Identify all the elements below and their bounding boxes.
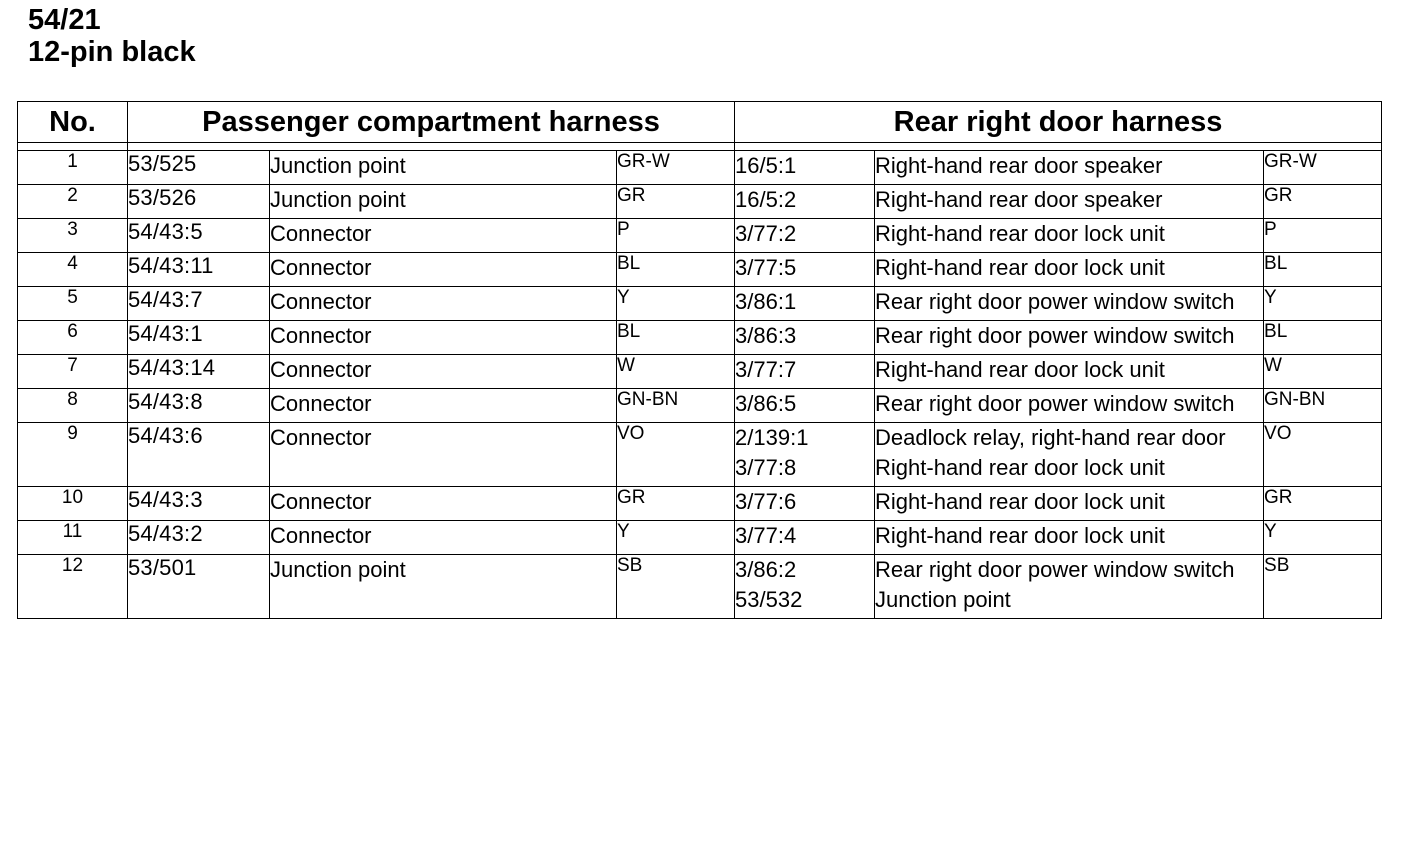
rear-wire-color: SB <box>1264 555 1382 619</box>
rear-code <box>735 389 875 423</box>
passenger-code: 54/43:2 <box>128 521 270 555</box>
rear-code <box>735 185 875 219</box>
passenger-code: 54/43:5 <box>128 219 270 253</box>
passenger-code: 53/525 <box>128 151 270 185</box>
rear-description <box>875 487 1264 521</box>
connector-title <box>28 4 196 69</box>
rear-code <box>735 253 875 287</box>
pin-number: 3 <box>18 219 128 253</box>
passenger-wire-color: Y <box>617 521 735 555</box>
rear-wire-color: Y <box>1264 287 1382 321</box>
table-row <box>18 321 1382 355</box>
rear-description <box>875 253 1264 287</box>
rear-code-line: 3/77:5 <box>735 255 797 280</box>
table-header-row <box>18 102 1382 143</box>
passenger-wire-color: P <box>617 219 735 253</box>
passenger-code: 54/43:11 <box>128 253 270 287</box>
rear-description <box>875 287 1264 321</box>
passenger-description: Connector <box>270 253 617 287</box>
rear-wire-color: P <box>1264 219 1382 253</box>
passenger-description: Connector <box>270 423 617 487</box>
rear-code-line: 53/532 <box>735 587 803 612</box>
rear-description <box>875 321 1264 355</box>
rear-code-line: 3/86:3 <box>735 323 797 348</box>
rear-description-line: Rear right door power window switch <box>875 323 1235 348</box>
rear-code <box>735 487 875 521</box>
passenger-code: 54/43:3 <box>128 487 270 521</box>
rear-code-line: 3/77:4 <box>735 523 797 548</box>
passenger-code: 53/526 <box>128 185 270 219</box>
rear-code <box>735 321 875 355</box>
rear-description-line: Right-hand rear door lock unit <box>875 455 1165 480</box>
passenger-code: 54/43:8 <box>128 389 270 423</box>
rear-description-line: Rear right door power window switch <box>875 289 1235 314</box>
rear-code-line: 3/77:8 <box>735 455 797 480</box>
header-gap <box>18 143 1382 151</box>
rear-description-line: Rear right door power window switch <box>875 557 1235 582</box>
rear-wire-color: BL <box>1264 321 1382 355</box>
rear-description-line: Rear right door power window switch <box>875 391 1235 416</box>
pin-number: 8 <box>18 389 128 423</box>
rear-code-line: 3/77:7 <box>735 357 797 382</box>
rear-description <box>875 219 1264 253</box>
rear-description <box>875 185 1264 219</box>
passenger-code: 54/43:14 <box>128 355 270 389</box>
passenger-wire-color: GR-W <box>617 151 735 185</box>
pin-number: 6 <box>18 321 128 355</box>
rear-description-line: Right-hand rear door lock unit <box>875 357 1165 382</box>
rear-wire-color: Y <box>1264 521 1382 555</box>
table-row <box>18 521 1382 555</box>
rear-description-line: Right-hand rear door lock unit <box>875 489 1165 514</box>
rear-description <box>875 521 1264 555</box>
connector-id: 54/21 <box>28 4 101 36</box>
pin-number: 4 <box>18 253 128 287</box>
passenger-wire-color: W <box>617 355 735 389</box>
rear-code <box>735 287 875 321</box>
pin-number: 11 <box>18 521 128 555</box>
rear-wire-color: GR <box>1264 185 1382 219</box>
rear-code <box>735 151 875 185</box>
passenger-code: 54/43:1 <box>128 321 270 355</box>
pin-number: 10 <box>18 487 128 521</box>
rear-code-line: 16/5:2 <box>735 187 797 212</box>
rear-description <box>875 151 1264 185</box>
passenger-description: Connector <box>270 219 617 253</box>
table-body <box>18 143 1382 619</box>
rear-description <box>875 355 1264 389</box>
rear-description-line: Deadlock relay, right-hand rear door <box>875 425 1226 450</box>
pin-number: 7 <box>18 355 128 389</box>
passenger-wire-color: BL <box>617 253 735 287</box>
passenger-wire-color: GN-BN <box>617 389 735 423</box>
rear-wire-color: GN-BN <box>1264 389 1382 423</box>
passenger-wire-color: GR <box>617 185 735 219</box>
passenger-description: Junction point <box>270 555 617 619</box>
header-rear-door-harness: Rear right door harness <box>735 102 1382 143</box>
rear-code-line: 3/86:1 <box>735 289 797 314</box>
rear-code-line: 3/86:2 <box>735 557 797 582</box>
rear-code-line: 16/5:1 <box>735 153 797 178</box>
table-row <box>18 487 1382 521</box>
rear-description-line: Right-hand rear door lock unit <box>875 523 1165 548</box>
rear-description-line: Right-hand rear door lock unit <box>875 221 1165 246</box>
table-row <box>18 389 1382 423</box>
rear-description <box>875 423 1264 487</box>
rear-description-line: Right-hand rear door speaker <box>875 153 1163 178</box>
passenger-description: Connector <box>270 521 617 555</box>
table-row <box>18 355 1382 389</box>
rear-code-line: 3/77:6 <box>735 489 797 514</box>
passenger-wire-color: GR <box>617 487 735 521</box>
header-no: No. <box>18 102 128 143</box>
table-row <box>18 253 1382 287</box>
rear-description-line: Right-hand rear door speaker <box>875 187 1163 212</box>
passenger-description: Connector <box>270 355 617 389</box>
passenger-code: 54/43:7 <box>128 287 270 321</box>
rear-wire-color: VO <box>1264 423 1382 487</box>
passenger-code: 54/43:6 <box>128 423 270 487</box>
pin-number: 12 <box>18 555 128 619</box>
rear-wire-color: W <box>1264 355 1382 389</box>
rear-wire-color: BL <box>1264 253 1382 287</box>
pinout-table <box>17 101 1382 619</box>
rear-code-line: 3/86:5 <box>735 391 797 416</box>
table-row <box>18 219 1382 253</box>
table-row <box>18 151 1382 185</box>
passenger-description: Junction point <box>270 185 617 219</box>
table-row <box>18 555 1382 619</box>
rear-code-line: 2/139:1 <box>735 425 809 450</box>
passenger-wire-color: VO <box>617 423 735 487</box>
rear-code <box>735 521 875 555</box>
rear-description-line: Junction point <box>875 587 1011 612</box>
rear-code <box>735 555 875 619</box>
rear-code <box>735 355 875 389</box>
rear-wire-color: GR-W <box>1264 151 1382 185</box>
rear-code <box>735 219 875 253</box>
table-row <box>18 287 1382 321</box>
passenger-wire-color: Y <box>617 287 735 321</box>
pin-number: 9 <box>18 423 128 487</box>
rear-wire-color: GR <box>1264 487 1382 521</box>
rear-description <box>875 389 1264 423</box>
passenger-description: Junction point <box>270 151 617 185</box>
passenger-description: Connector <box>270 321 617 355</box>
table-row <box>18 185 1382 219</box>
passenger-wire-color: BL <box>617 321 735 355</box>
header-passenger-harness: Passenger compartment harness <box>128 102 735 143</box>
passenger-wire-color: SB <box>617 555 735 619</box>
pin-number: 1 <box>18 151 128 185</box>
passenger-code: 53/501 <box>128 555 270 619</box>
rear-description <box>875 555 1264 619</box>
pin-number: 5 <box>18 287 128 321</box>
rear-code <box>735 423 875 487</box>
connector-description: 12-pin black <box>28 36 196 69</box>
table-row <box>18 423 1382 487</box>
passenger-description: Connector <box>270 287 617 321</box>
passenger-description: Connector <box>270 389 617 423</box>
rear-code-line: 3/77:2 <box>735 221 797 246</box>
pin-number: 2 <box>18 185 128 219</box>
passenger-description: Connector <box>270 487 617 521</box>
rear-description-line: Right-hand rear door lock unit <box>875 255 1165 280</box>
